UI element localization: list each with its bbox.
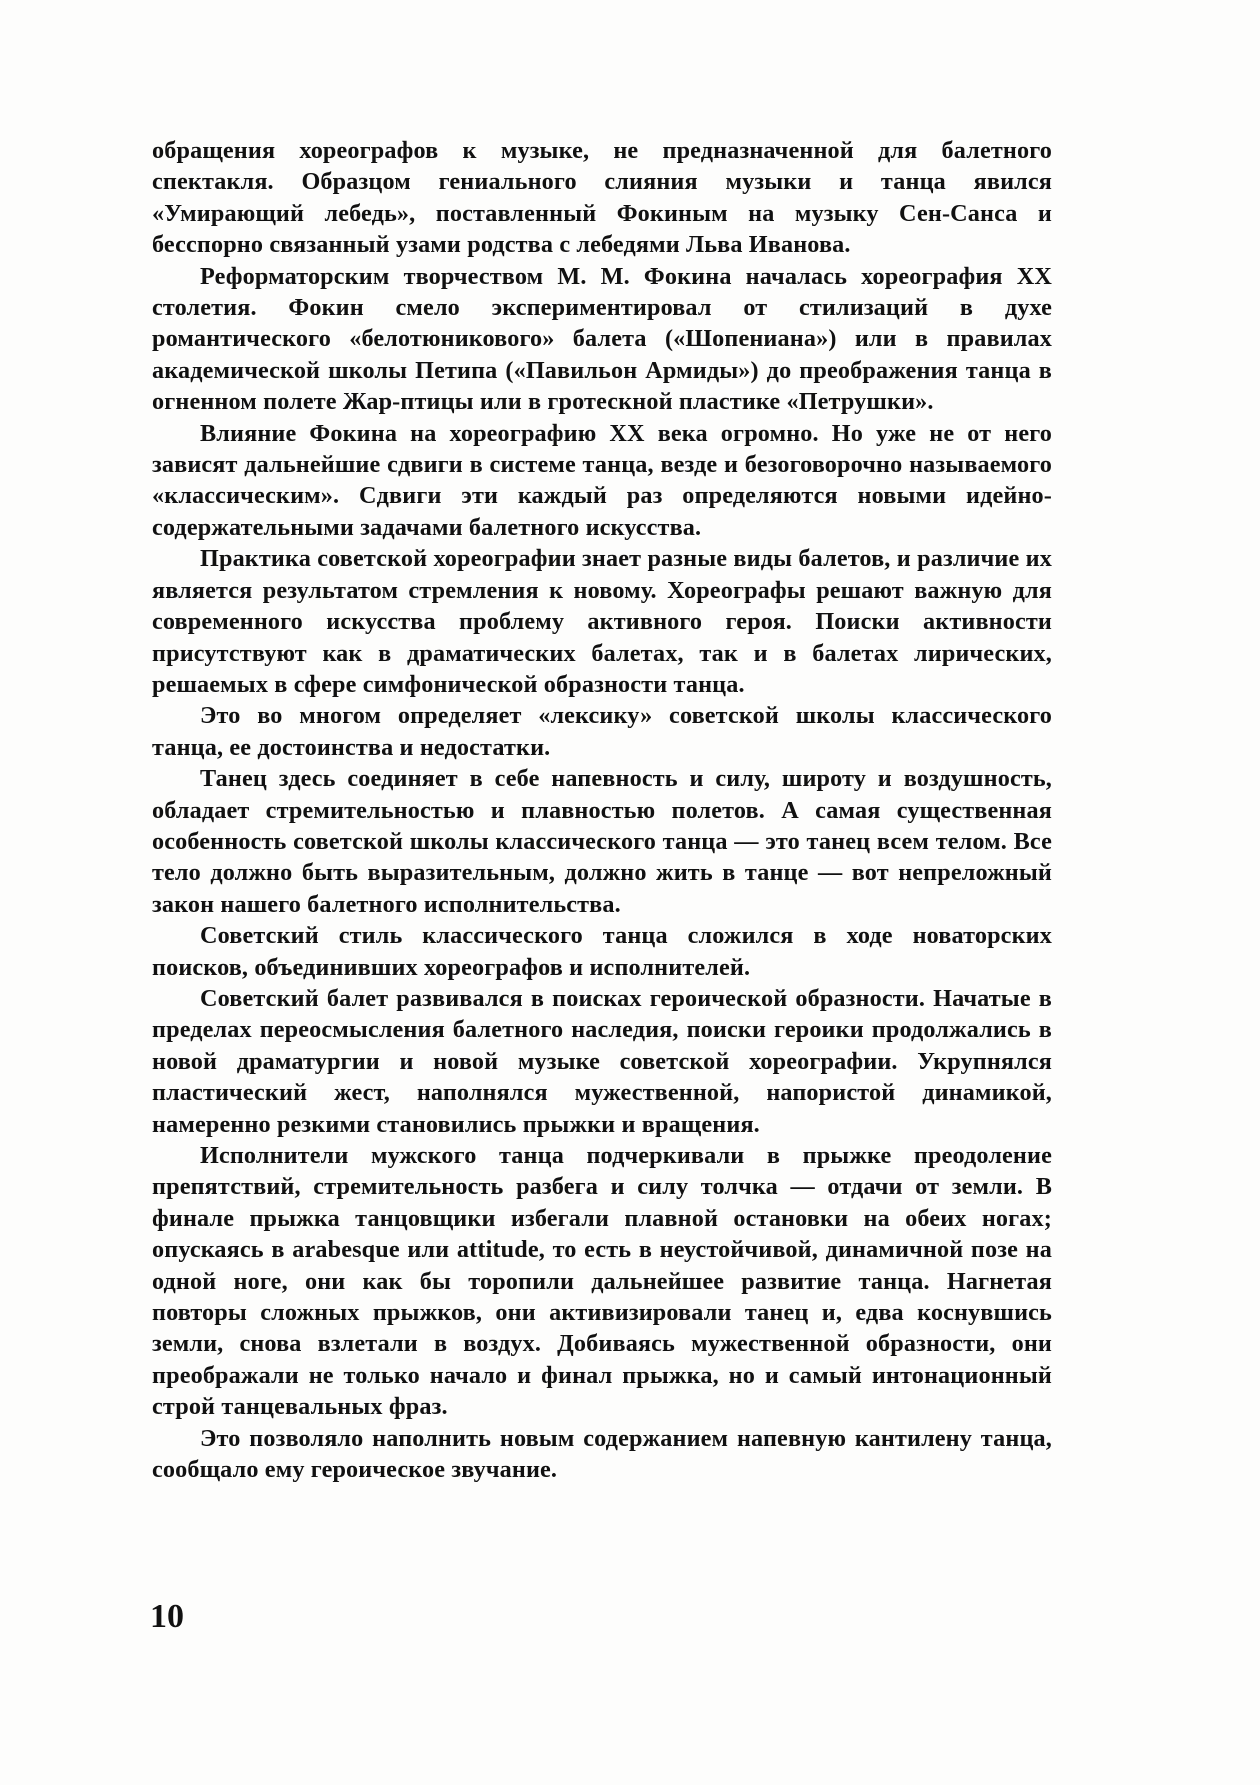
paragraph: Реформаторским творчеством М. М. Фокина началась хореография XX столетия. Фокин смело экспериментировал от стилизаций в духе романтического «белотюникового» балета («Шопениана») или в правилах академической школы Петипа («Павильон Армиды») до преображения танца в огненном полете Жар-птицы или в гротескной пластике «Петрушки». <box>152 262 1052 416</box>
paragraph: Это позволяло наполнить новым содержанием напевную кантилену танца, сообщало ему героическое звучание. <box>152 1424 1052 1484</box>
paragraph: Практика советской хореографии знает разные виды балетов, и различие их является результатом стремления к новому. Хореографы решают важную для современного искусства проблему активного героя. Поиски активности присутствуют как в драматических балетах, так и в балетах лирических, решаемых в сфере симфонической образности танца. <box>152 545 1052 698</box>
paragraph: Танец здесь соединяет в себе напевность и силу, широту и воздушность, обладает стремительностью и плавностью полетов. А самая существенная особенность советской школы классического танца — это танец всем телом. Все тело должно быть выразительным, должно жить в танце — вот непреложный закон нашего балетного исполнительства. <box>152 765 1052 918</box>
paragraph: Советский стиль классического танца сложился в ходе новаторских поисков, объединивших хореографов и исполнителей. <box>152 922 1052 981</box>
body-text <box>152 135 1052 1485</box>
paragraph: обращения хореографов к музыке, не предназначенной для балетного спектакля. Образцом гениального слияния музыки и танца явился «Умирающий лебедь», поставленный Фокиным на музыку Сен-Санса и бесспорно связанный узами родства с лебедями Льва Иванова. <box>152 137 1052 259</box>
page-number: 10 <box>150 1598 184 1635</box>
paragraph: Советский балет развивался в поисках героической образности. Начатые в пределах переосмысления балетного наследия, поиски героики продолжались в новой драматургии и новой музыке советской хореографии. Укрупнялся пластический жест, наполнялся мужественной, напористой динамикой, намеренно резкими становились прыжки и вращения. <box>152 984 1052 1138</box>
paragraph: Исполнители мужского танца подчеркивали в прыжке преодоление препятствий, стремительность разбега и силу толчка — отдачи от земли. В финале прыжка танцовщики избегали плавной остановки на обеих ногах; опускаясь в arabesque или attitude, то есть в неустойчивой, динамичной позе на одной ноге, они как бы торопили дальнейшее развитие танца. Нагнетая повторы сложных прыжков, они активизировали танец и, едва коснувшись земли, снова взлетали в воздух. Добиваясь мужественной образности, они преображали не только начало и финал прыжка, но и самый интонационный строй танцевальных фраз. <box>152 1142 1052 1421</box>
paragraph: Влияние Фокина на хореографию XX века огромно. Но уже не от него зависят дальнейшие сдвиги в системе танца, везде и безоговорочно называемого «классическим». Сдвиги эти каждый раз определяются новыми идейно-содержательными задачами балетного искусства. <box>152 419 1052 541</box>
paragraph: Это во многом определяет «лексику» советской школы классического танца, ее достоинства и недостатки. <box>152 702 1052 761</box>
